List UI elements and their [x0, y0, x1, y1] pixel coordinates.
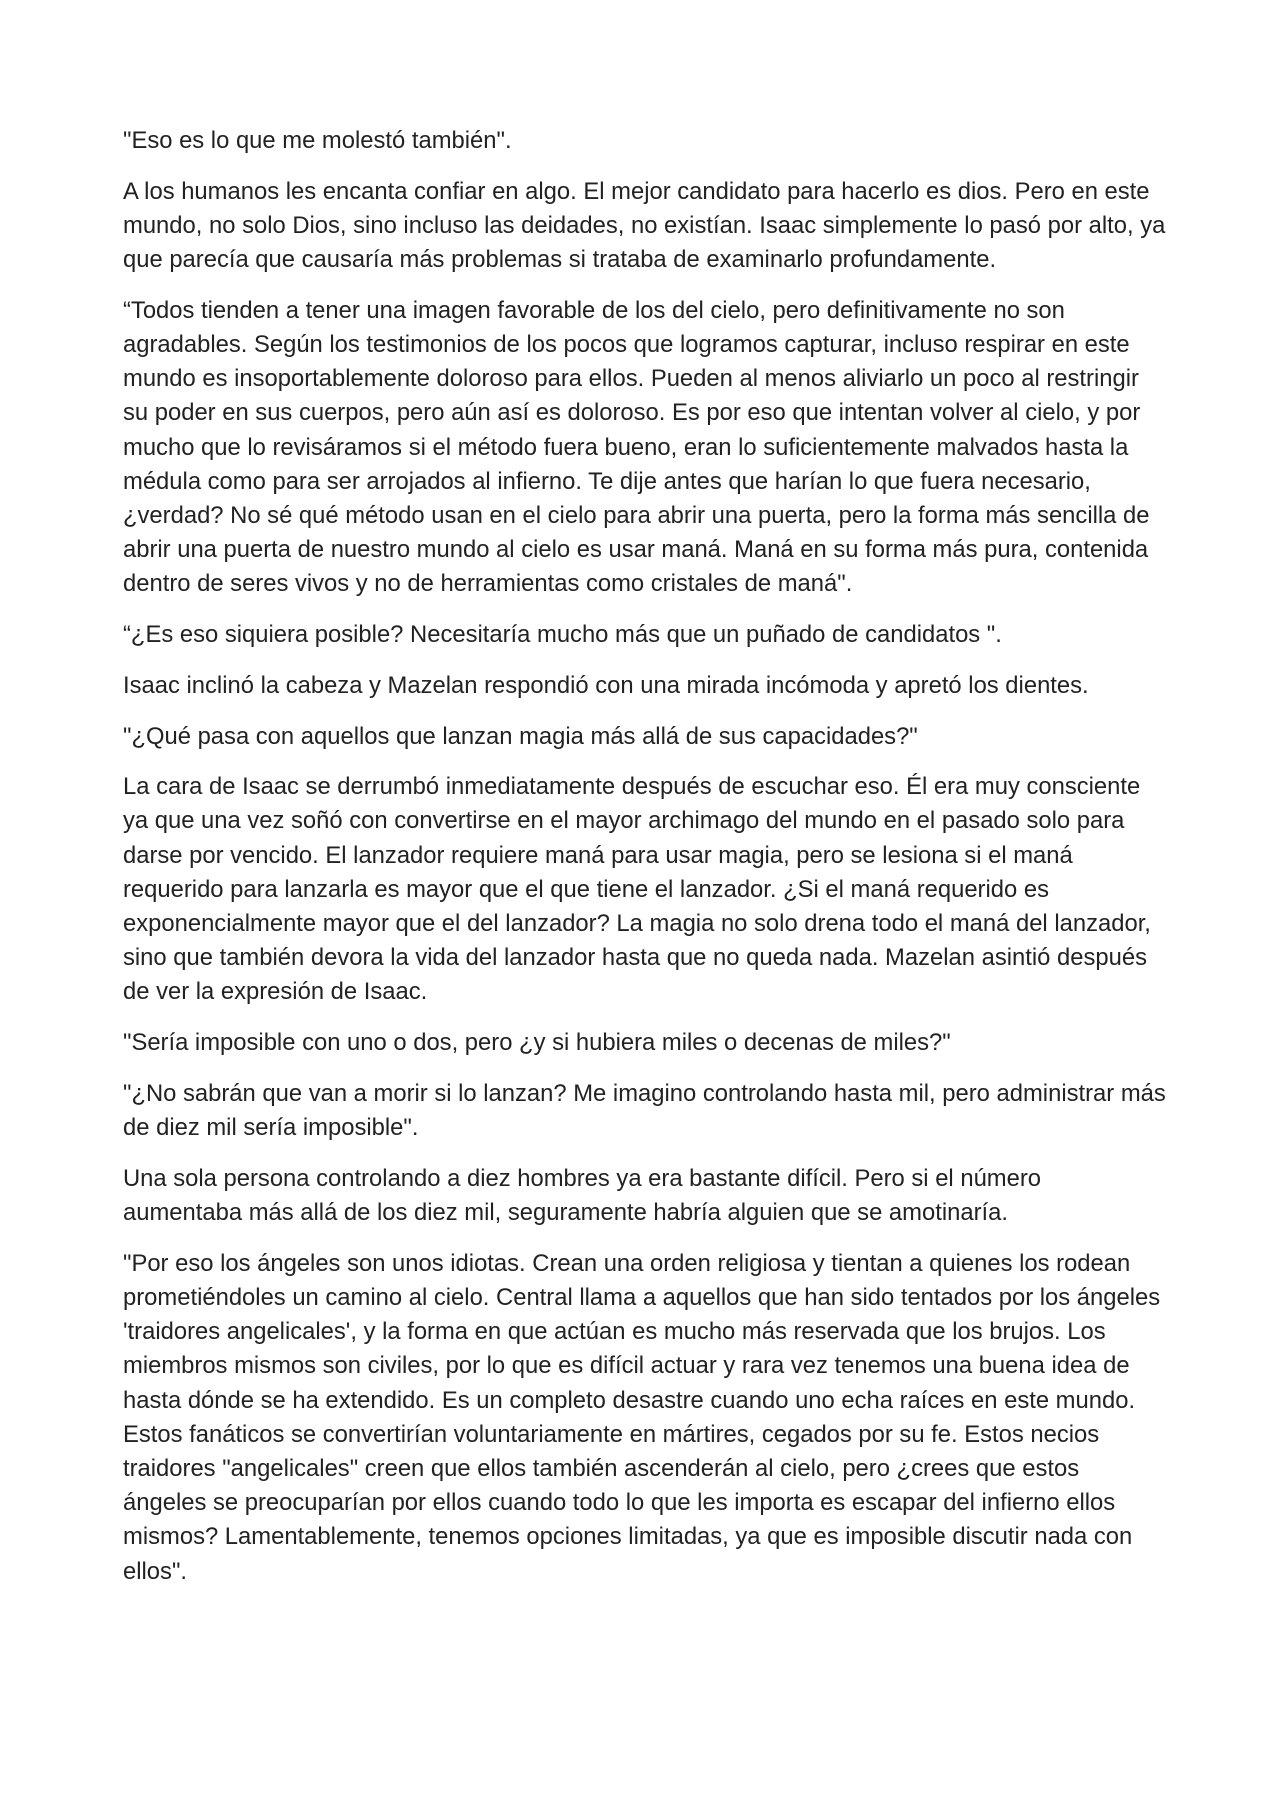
paragraph-11: "Por eso los ángeles son unos idiotas. Crean una orden religiosa y tientan a quienes los rodean prometiéndoles un camino al cielo. Central llama a aquellos que han sido tentados por los ángeles 'traidores angelicales', y la forma en que actúan es mucho más reservada que los brujos. Los miembros mismos son civiles, por lo que es difícil actuar y rara vez tenemos una buena idea de hasta dónde se ha extendido. Es un completo desastre cuando uno echa raíces en este mundo. Estos fanáticos se convertirían voluntariamente en mártires, cegados por su fe. Estos necios traidores "angelicales" creen que ellos también ascenderán al cielo, pero ¿crees que estos ángeles se preocuparían por ellos cuando todo lo que les importa es escapar del infierno ellos mismos? Lamentablemente, tenemos opciones limitadas, ya que es imposible discutir nada con ellos".: [123, 1249, 1161, 1585]
paragraph-2: A los humanos les encanta confiar en algo. El mejor candidato para hacerlo es dios. Pero en este mundo, no solo Dios, sino incluso las deidades, no existían. Isaac simplemente lo pasó por alto, ya que parecía que causaría más problemas si trataba de examinarlo profundamente.: [123, 177, 1166, 274]
paragraph-4: “¿Es eso siquiera posible? Necesitaría mucho más que un puñado de candidatos ".: [123, 621, 1002, 649]
paragraph-10: Una sola persona controlando a diez hombres ya era bastante difícil. Pero si el número aumentaba más allá de los diez mil, seguramente habría alguien que se amotinaría.: [123, 1164, 1042, 1226]
paragraph-6: "¿Qué pasa con aquellos que lanzan magia más allá de sus capacidades?": [123, 722, 918, 750]
paragraph-7: La cara de Isaac se derrumbó inmediatamente después de escuchar eso. Él era muy consciente ya que una vez soñó con convertirse en el mayor archimago del mundo en el pasado solo para darse por vencido. El lanzador requiere maná para usar magia, pero se lesiona si el maná requerido para lanzarla es mayor que el que tiene el lanzador. ¿Si el maná requerido es exponencialmente mayor que el del lanzador? La magia no solo drena todo el maná del lanzador, sino que también devora la vida del lanzador hasta que no queda nada. Mazelan asintió después de ver la expresión de Isaac.: [123, 773, 1151, 1006]
paragraph-5: Isaac inclinó la cabeza y Mazelan respondió con una mirada incómoda y apretó los dientes.: [123, 671, 1089, 699]
paragraph-1: "Eso es lo que me molestó también".: [123, 127, 512, 154]
paragraph-9: "¿No sabrán que van a morir si lo lanzan? Me imagino controlando hasta mil, pero administrar más de diez mil sería imposible".: [123, 1079, 1166, 1142]
paragraph-3: “Todos tienden a tener una imagen favorable de los del cielo, pero definitivamente no son agradables. Según los testimonios de los pocos que logramos capturar, incluso respirar en este mundo es insoportablemente doloroso para ellos. Pueden al menos aliviarlo un poco al restringir su poder en sus cuerpos, pero aún así es doloroso. Es por eso que intentan volver al cielo, y por mucho que lo revisáramos si el método fuera bueno, eran lo suficientemente malvados hasta la médula como para ser arrojados al infierno. Te dije antes que harían lo que fuera necesario, ¿verdad? No sé qué método usan en el cielo para abrir una puerta, pero la forma más sencilla de abrir una puerta de nuestro mundo al cielo es usar maná. Maná en su forma más pura, contenida dentro de seres vivos y no de herramientas como cristales de maná".: [123, 296, 1150, 598]
paragraph-8: "Sería imposible con uno o dos, pero ¿y si hubiera miles o decenas de miles?": [123, 1029, 951, 1057]
